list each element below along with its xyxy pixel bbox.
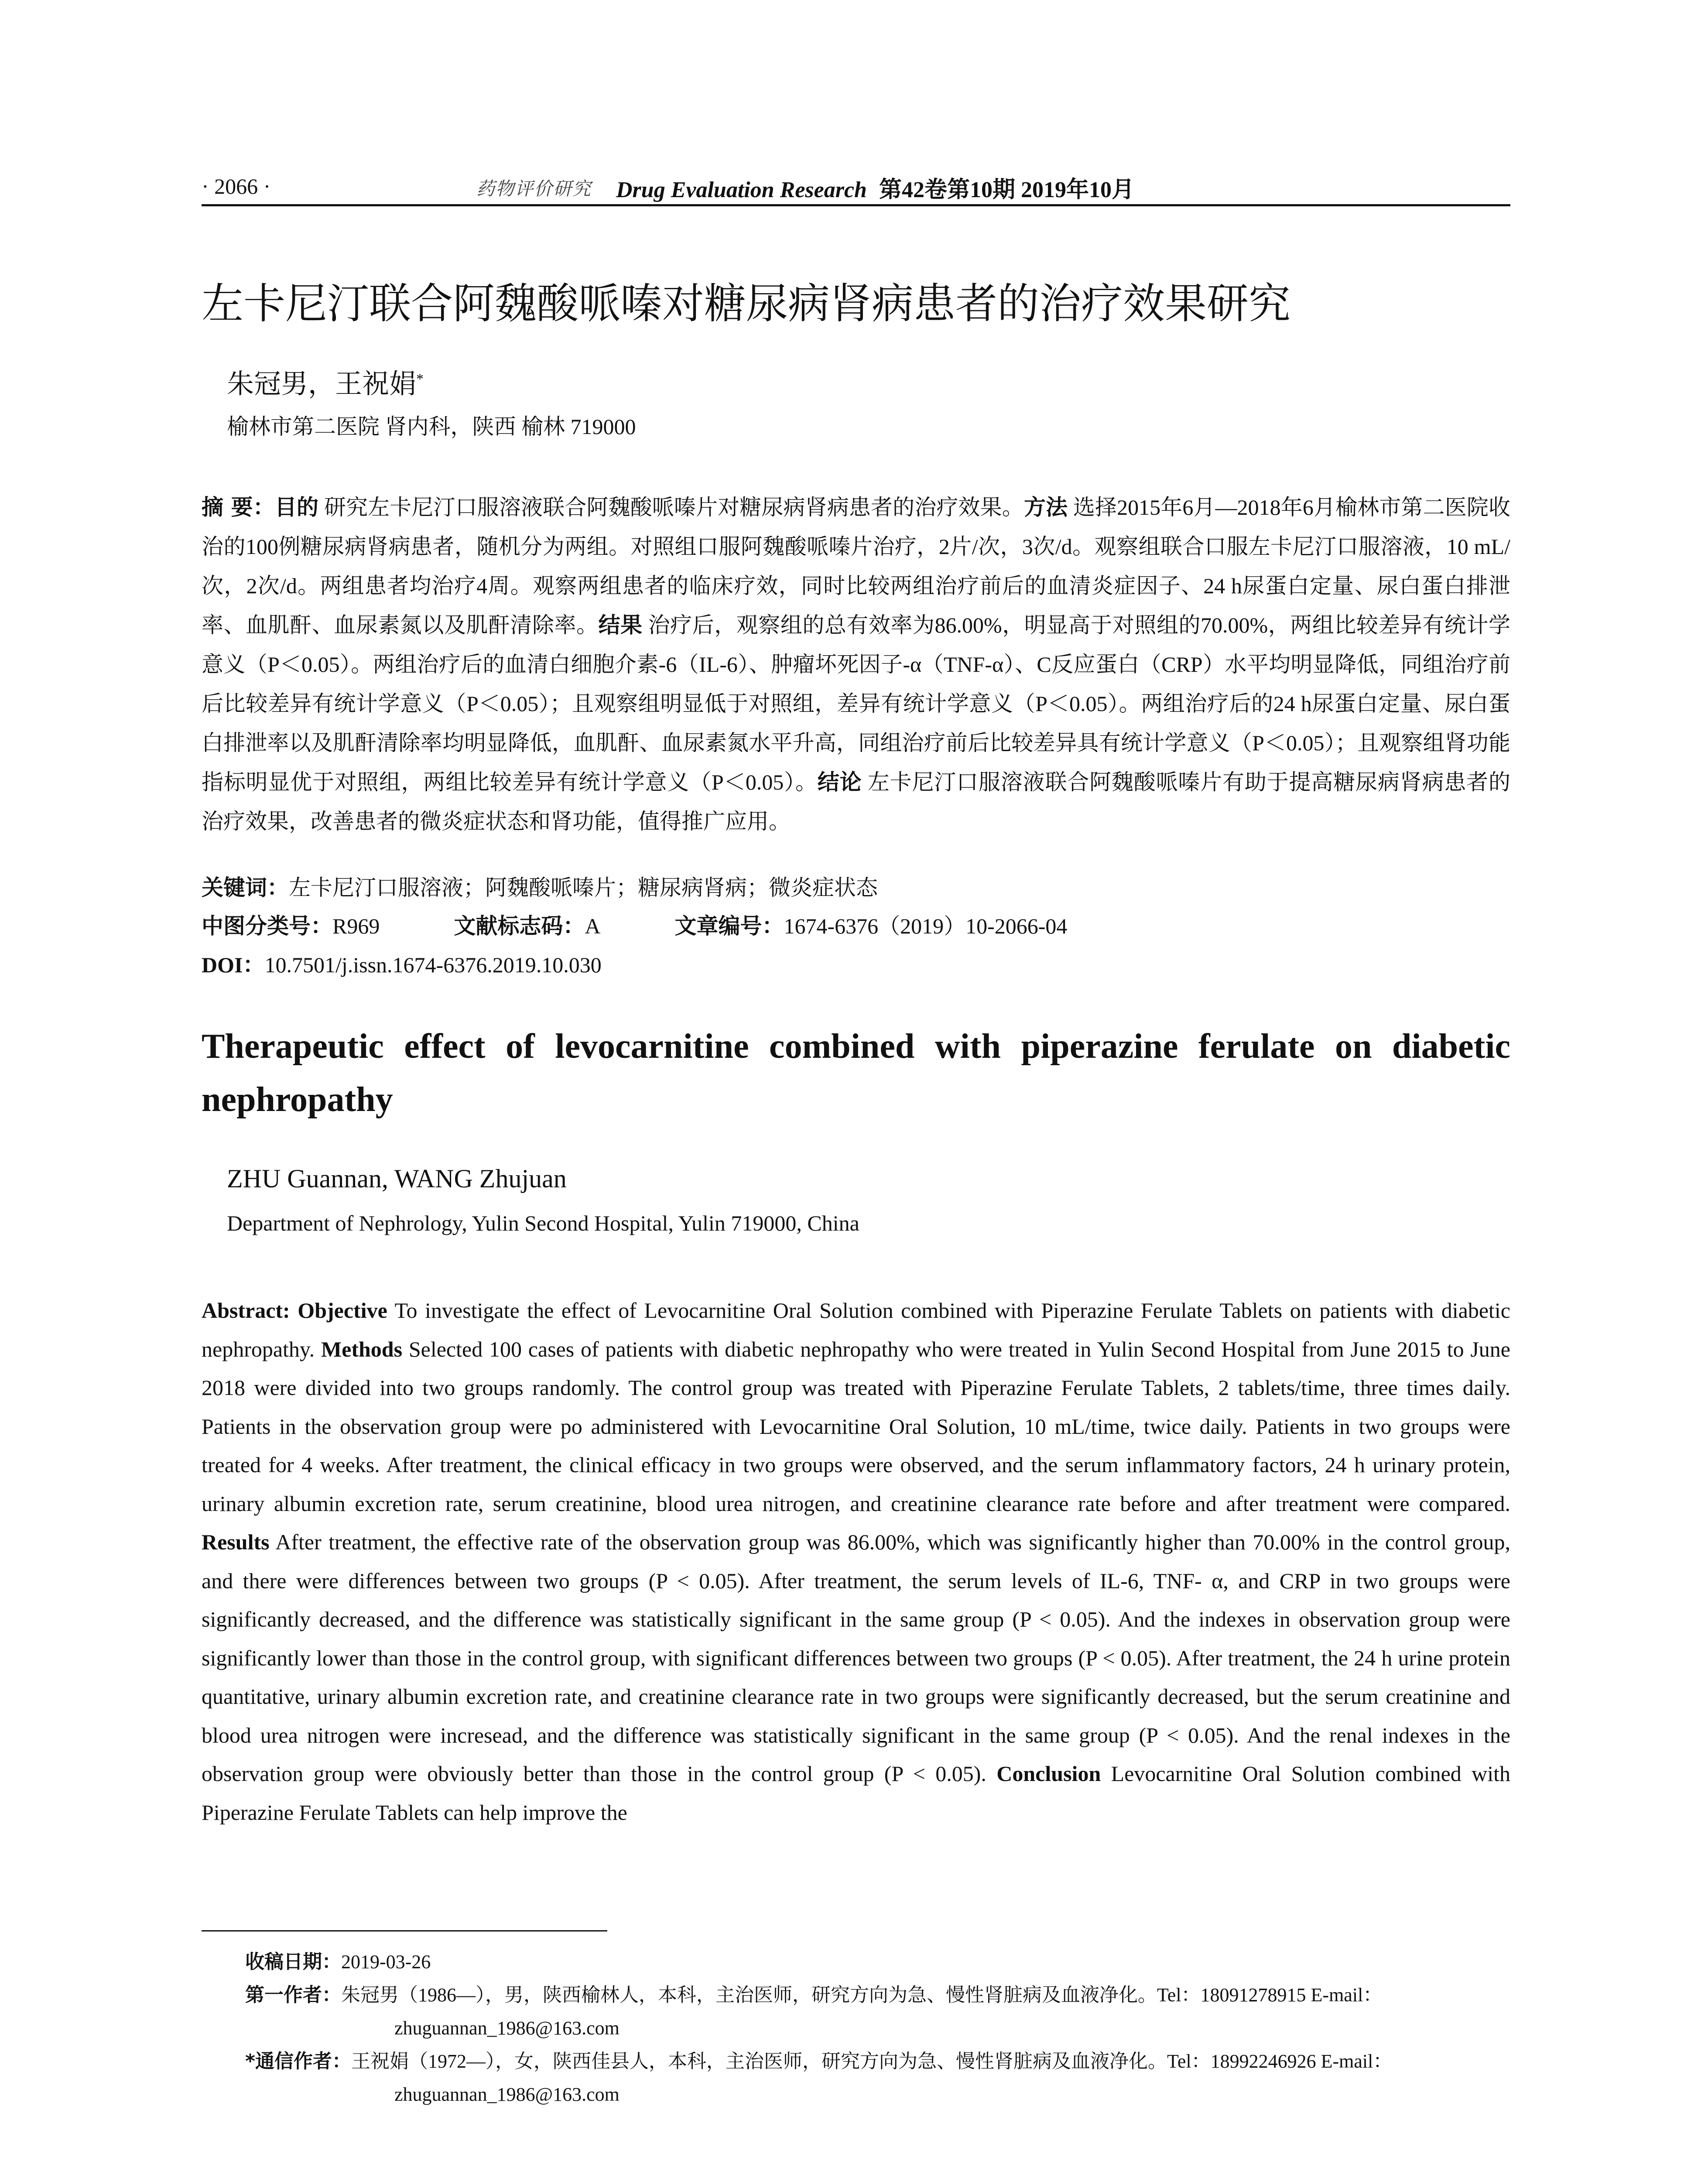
footnote-rule bbox=[202, 1930, 607, 1931]
first-author-info: 朱冠男（1986—），男，陕西榆林人，本科，主治医师，研究方向为急、慢性肾脏病及血液净化。Tel：18091278915 E-mail：zhuguannan_1986@163.com bbox=[341, 1984, 1383, 2039]
page-number: · 2066 · bbox=[202, 174, 271, 198]
corresponding-label: *通信作者： bbox=[245, 2050, 352, 2072]
footnote-corresponding bbox=[202, 2045, 1510, 2111]
en-objective: To investigate the effect of Levocarnitine Oral Solution combined with Piperazine Ferulate Tablets on patients with diabetic nephropathy. bbox=[202, 1298, 1511, 1361]
footnote-first-author bbox=[202, 1979, 1510, 2045]
running-header bbox=[616, 171, 1134, 204]
clc-label: 中图分类号： bbox=[202, 913, 332, 939]
received-label: 收稿日期： bbox=[245, 1951, 341, 1973]
cn-authors bbox=[227, 362, 424, 401]
en-objective-label: Objective bbox=[298, 1298, 387, 1323]
cn-abstract-label: 摘 要： bbox=[202, 495, 275, 520]
cn-classification bbox=[202, 909, 1067, 940]
cn-doi bbox=[202, 947, 602, 979]
cn-keywords bbox=[202, 870, 878, 902]
cn-conclusion: 左卡尼汀口服溶液联合阿魏酸哌嗪片有助于提高糖尿病肾病患者的治疗效果，改善患者的微炎症状态和肾功能，值得推广应用。 bbox=[202, 770, 1511, 834]
corresponding-mark: * bbox=[416, 371, 424, 387]
issue-info: 第42卷第10期 2019年10月 bbox=[879, 178, 1134, 202]
doi-value: 10.7501/j.issn.1674-6376.2019.10.030 bbox=[264, 953, 602, 977]
cn-author-names: 朱冠男，王祝娟 bbox=[227, 369, 417, 399]
journal-logo: 药物评价研究 bbox=[476, 179, 592, 199]
cn-results: 治疗后，观察组的总有效率为86.00%，明显高于对照组的70.00%，两组比较差异有统计学意义（P＜0.05）。两组治疗后的血清白细胞介素-6（IL-6）、肿瘤坏死因子-α（TNF-α）、C反应蛋白（CRP）水平均明显降低，同组治疗前后比较差异有统计学意义（P＜0.05）；且观察组明显低于对照组，差异有统计学意义（P＜0.05）。两组治疗后的24 h尿蛋白定量、尿白蛋白排泄率以及肌酐清除率均明显降低，血肌酐、血尿素氮水平升高，同组治疗前后比较差异具有统计学意义（P＜0.05）；且观察组肾功能指标明显优于对照组，两组比较差异有统计学意义（P＜0.05）。 bbox=[202, 613, 1510, 794]
en-affiliation: Department of Nephrology, Yulin Second Hospital, Yulin 719000, China bbox=[227, 1211, 859, 1235]
cn-keywords-label: 关键词： bbox=[202, 875, 289, 900]
en-methods-label: Methods bbox=[321, 1337, 403, 1361]
first-author-label: 第一作者： bbox=[245, 1984, 341, 2006]
doc-code-label: 文献标志码： bbox=[454, 913, 585, 939]
corresponding-info: 王祝娟（1972—），女，陕西佳县人，本科，主治医师，研究方向为急、慢性肾脏病及血液净化。Tel：18992246926 E-mail：zhuguannan_1986@163.com bbox=[351, 2051, 1393, 2105]
article-no-label: 文章编号： bbox=[674, 913, 784, 939]
en-methods: Selected 100 cases of patients with diabetic nephropathy who were treated in Yulin Second Hospital from June 2015 to June 2018 were divided into two groups randomly. The control group was treated with Piperazine Ferulate Tablets, 2 tablets/time, three times daily. Patients in the observation group were po administered with Levocarnitine Oral Solution, 10 mL/time, twice daily. Patients in two groups were treated for 4 weeks. After treatment, the clinical efficacy in two groups were observed, and the serum inflammatory factors, 24 h urinary protein, urinary albumin excretion rate, serum creatinine, blood urea nitrogen, and creatinine clearance rate before and after treatment were compared. bbox=[202, 1337, 1510, 1516]
cn-objective-label: 目的 bbox=[274, 495, 319, 520]
doc-code-value: A bbox=[585, 914, 601, 938]
en-abstract-label: Abstract: bbox=[202, 1298, 290, 1323]
cn-results-label: 结果 bbox=[598, 612, 643, 638]
en-conclusion: Levocarnitine Oral Solution combined with Piperazine Ferulate Tablets can help improve the bbox=[202, 1761, 1510, 1825]
clc-value: R969 bbox=[332, 914, 380, 938]
footnote-received bbox=[202, 1945, 1510, 1979]
received-date: 2019-03-26 bbox=[341, 1951, 431, 1972]
en-results: After treatment, the effective rate of the observation group was 86.00%, which was significantly higher than 70.00% in the control group, and there were differences between two groups (P < 0.05). After treatment, the serum levels of IL-6, TNF- α, and CRP in two groups were significantly decreased, and the difference was statistically significant in the same group (P < 0.05). And the indexes in observation group were significantly lower than those in the control group, with significant differences between two groups (P < 0.05). After treatment, the 24 h urine protein quantitative, urinary albumin excretion rate, and creatinine clearance rate in two groups were significantly decreased, but the serum creatinine and blood urea nitrogen were incresead, and the difference was statistically significant in the same group (P < 0.05). And the renal indexes in the observation group were obviously better than those in the control group (P < 0.05). bbox=[202, 1530, 1510, 1786]
cn-affiliation: 榆林市第二医院 肾内科，陕西 榆林 719000 bbox=[227, 414, 636, 439]
footnotes bbox=[202, 1945, 1510, 2111]
cn-abstract bbox=[202, 488, 1510, 841]
cn-methods-label: 方法 bbox=[1023, 495, 1068, 520]
header-rule bbox=[202, 204, 1510, 206]
cn-conclusion-label: 结论 bbox=[817, 769, 862, 795]
cn-methods: 选择2015年6月—2018年6月榆林市第二医院收治的100例糖尿病肾病患者，随机分为两组。对照组口服阿魏酸哌嗪片治疗，2片/次，3次/d。观察组联合口服左卡尼汀口服溶液，10 mL/次，2次/d。两组患者均治疗4周。观察两组患者的临床疗效，同时比较两组治疗前后的血清炎症因子、24 h尿蛋白定量、尿白蛋白排泄率、血肌酐、血尿素氮以及肌酐清除率。 bbox=[202, 495, 1511, 637]
en-results-label: Results bbox=[202, 1530, 270, 1554]
en-conclusion-label: Conclusion bbox=[996, 1761, 1101, 1786]
doi-label: DOI： bbox=[202, 953, 265, 977]
en-title: Therapeutic effect of levocarnitine combined with piperazine ferulate on diabetic nephropathy bbox=[202, 1027, 1510, 1119]
cn-keywords-text: 左卡尼汀口服溶液；阿魏酸哌嗪片；糖尿病肾病；微炎症状态 bbox=[289, 875, 878, 900]
cn-title: 左卡尼汀联合阿魏酸哌嗪对糖尿病肾病患者的治疗效果研究 bbox=[202, 279, 1290, 328]
journal-name: Drug Evaluation Research bbox=[616, 178, 867, 202]
cn-objective: 研究左卡尼汀口服溶液联合阿魏酸哌嗪片对糖尿病肾病患者的治疗效果。 bbox=[324, 495, 1024, 520]
en-authors: ZHU Guannan, WANG Zhujuan bbox=[227, 1164, 567, 1193]
article-no-value: 1674-6376（2019）10-2066-04 bbox=[784, 914, 1068, 938]
en-abstract bbox=[202, 1291, 1510, 1832]
